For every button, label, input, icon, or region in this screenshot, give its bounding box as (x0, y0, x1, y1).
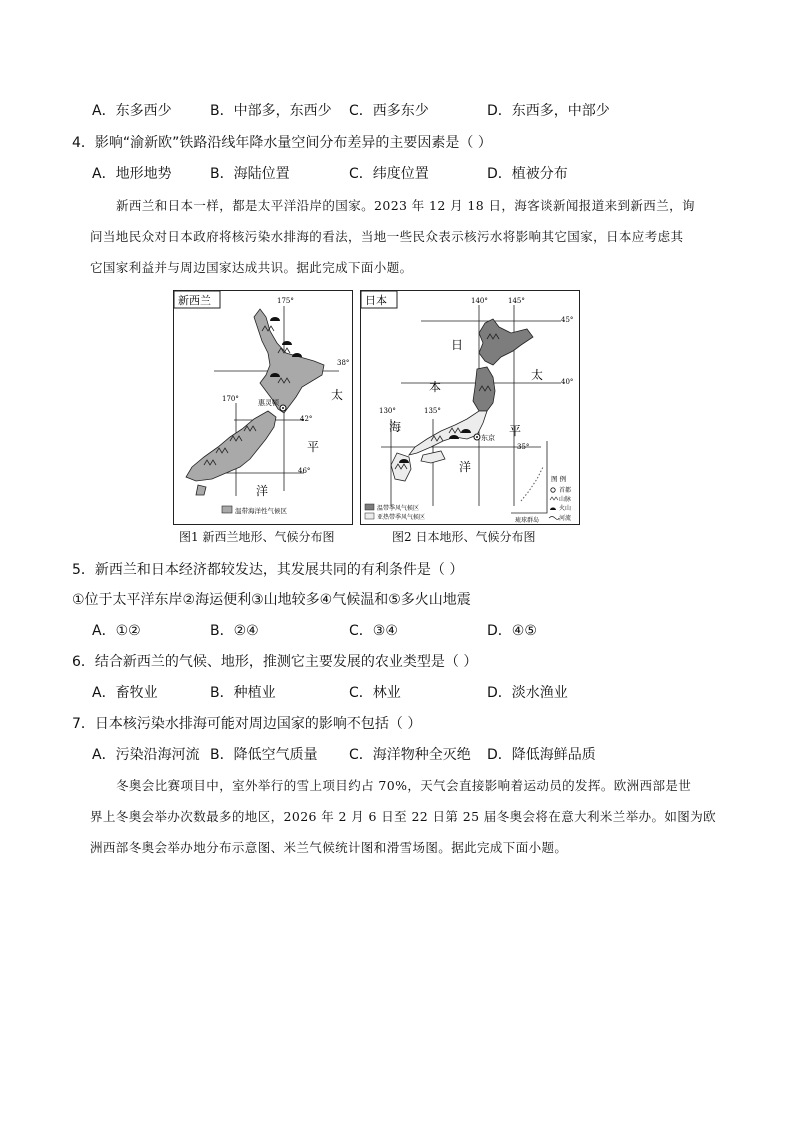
ocean-char: 洋 (459, 460, 472, 474)
q5-option-a: A．①② (92, 623, 141, 639)
q3-option-c: C．西多东少 (349, 103, 429, 119)
lon-label-140: 140° (471, 297, 488, 305)
q5-stem: 5．新西兰和日本经济都较发达，其发展共同的有利条件是（ ） (72, 562, 464, 578)
q6-option-c: C．林业 (349, 685, 401, 701)
figure2-caption: 图2 日本地形、气候分布图 (392, 530, 536, 544)
sea-char: 本 (429, 380, 442, 394)
lon-label-135: 135° (424, 407, 441, 415)
passage1-line: 问当地民众对日本政府将核污染水排海的看法，当地一些民众表示核污水将影响其它国家，日本应考虑其 (90, 229, 684, 244)
kyushu-shape (391, 453, 411, 481)
new-zealand-map-svg (174, 291, 352, 524)
passage1-line: 新西兰和日本一样，都是太平洋沿岸的国家。2023 年 12 月 18 日，海客谈新闻报道来到新西兰，询 (116, 198, 695, 213)
q4-option-a: A．地形地势 (92, 166, 172, 182)
figure1-caption: 图1 新西兰地形、气候分布图 (179, 530, 335, 544)
q3-option-b: B．中部多，东西少 (210, 103, 332, 119)
q5-option-d: D．④⑤ (487, 623, 537, 639)
lon-label-145: 145° (508, 297, 525, 305)
ocean-char: 太 (331, 388, 344, 402)
figure-japan-map (360, 290, 580, 525)
inset-frame (511, 441, 547, 513)
q4-option-c: C．纬度位置 (349, 166, 429, 182)
lat-label-35: 35° (517, 443, 530, 451)
q5-option-b: B．②④ (210, 623, 259, 639)
legend-item: 火山 (559, 505, 572, 512)
honshu-south-shape (409, 411, 487, 455)
passage2-line: 洲西部冬奥会举办地分布示意图、米兰气候统计图和滑雪场图。据此完成下面小题。 (90, 840, 568, 855)
ocean-char: 太 (531, 368, 544, 382)
lat-label-46: 46° (298, 467, 311, 475)
passage-new-zealand-japan (90, 190, 712, 283)
q5-option-c: C．③④ (349, 623, 398, 639)
sea-char: 海 (389, 420, 402, 434)
ocean-char: 平 (307, 440, 320, 454)
q5-conditions: ①位于太平洋东岸②海运便利③山地较多④气候温和⑤多火山地震 (72, 592, 471, 608)
passage2-line: 冬奥会比赛项目中，室外举行的雪上项目约占 70%，天气会直接影响着运动员的发挥。欧洲西部是世 (116, 778, 692, 793)
ryukyu-islands (521, 467, 543, 501)
legend-item: 河流 (559, 515, 572, 522)
legend-item: 山脉 (559, 496, 572, 503)
hokkaido-shape (479, 319, 533, 365)
passage-winter-olympics (90, 770, 716, 863)
q3-option-a: A．东多西少 (92, 103, 172, 119)
lon-label-130: 130° (379, 407, 396, 415)
q3-option-d: D．东西多，中部少 (487, 103, 610, 119)
north-island-shape (254, 309, 324, 413)
japan-map-svg (361, 291, 579, 524)
legend-text: 温带海洋性气候区 (235, 507, 287, 515)
passage2-line: 界上冬奥会举办次数最多的地区，2026 年 2 月 6 日至 22 日第 25 届冬奥会将在意大利米兰举办。如图为欧 (90, 809, 716, 824)
q7-option-d: D．降低海鲜品质 (487, 747, 596, 763)
q6-stem: 6．结合新西兰的气候、地形，推测它主要发展的农业类型是（ ） (72, 654, 478, 670)
lat-label-42: 42° (300, 415, 313, 423)
figure1-title: 新西兰 (178, 294, 211, 307)
lon-label-175: 175° (277, 297, 294, 305)
climate-legend-text: 亚热带季风气候区 (377, 514, 426, 521)
legend-mountain-icon (550, 497, 558, 500)
legend-volcano-icon (550, 508, 556, 511)
legend-item: 首都 (559, 487, 572, 494)
legend-swatch (365, 504, 374, 510)
city-tokyo: 东京 (481, 434, 495, 442)
q4-option-b: B．海陆位置 (210, 166, 290, 182)
figure2-title: 日本 (365, 294, 387, 307)
climate-legend-text: 温带季风气候区 (377, 505, 420, 512)
legend-title: 图 例 (551, 475, 567, 483)
lat-label-40: 40° (561, 378, 574, 386)
q7-stem: 7．日本核污染水排海可能对周边国家的影响不包括（ ） (72, 716, 422, 732)
q4-stem: 4．影响“渝新欧”铁路沿线年降水量空间分布差异的主要因素是（ ） (72, 135, 492, 151)
q4-option-d: D．植被分布 (487, 166, 568, 182)
lon-label-170: 170° (222, 395, 239, 403)
q7-option-a: A．污染沿海河流 (92, 747, 200, 763)
south-island-shape (186, 411, 276, 481)
q6-option-d: D．淡水渔业 (487, 685, 568, 701)
figure-new-zealand-map (173, 290, 353, 525)
lat-label-38: 38° (337, 359, 350, 367)
stewart-island-shape (196, 485, 206, 495)
q7-option-c: C．海洋物种全灭绝 (349, 747, 471, 763)
q6-option-b: B．种植业 (210, 685, 276, 701)
passage1-line: 它国家利益并与周边国家达成共识。据此完成下面小题。 (90, 260, 413, 275)
shikoku-shape (421, 451, 445, 463)
ocean-char: 洋 (256, 484, 269, 498)
inset-label: 琉球群岛 (515, 517, 540, 524)
legend-river-icon (549, 517, 559, 520)
q6-option-a: A．畜牧业 (92, 685, 158, 701)
sea-char: 日 (451, 338, 464, 352)
q7-option-b: B．降低空气质量 (210, 747, 318, 763)
legend-swatch (222, 506, 232, 513)
city-wellington: 惠灵顿 (258, 399, 279, 407)
ocean-char: 平 (509, 424, 522, 438)
legend-swatch (365, 513, 374, 519)
legend-capital-icon (551, 488, 555, 492)
lat-label-45: 45° (561, 316, 574, 324)
